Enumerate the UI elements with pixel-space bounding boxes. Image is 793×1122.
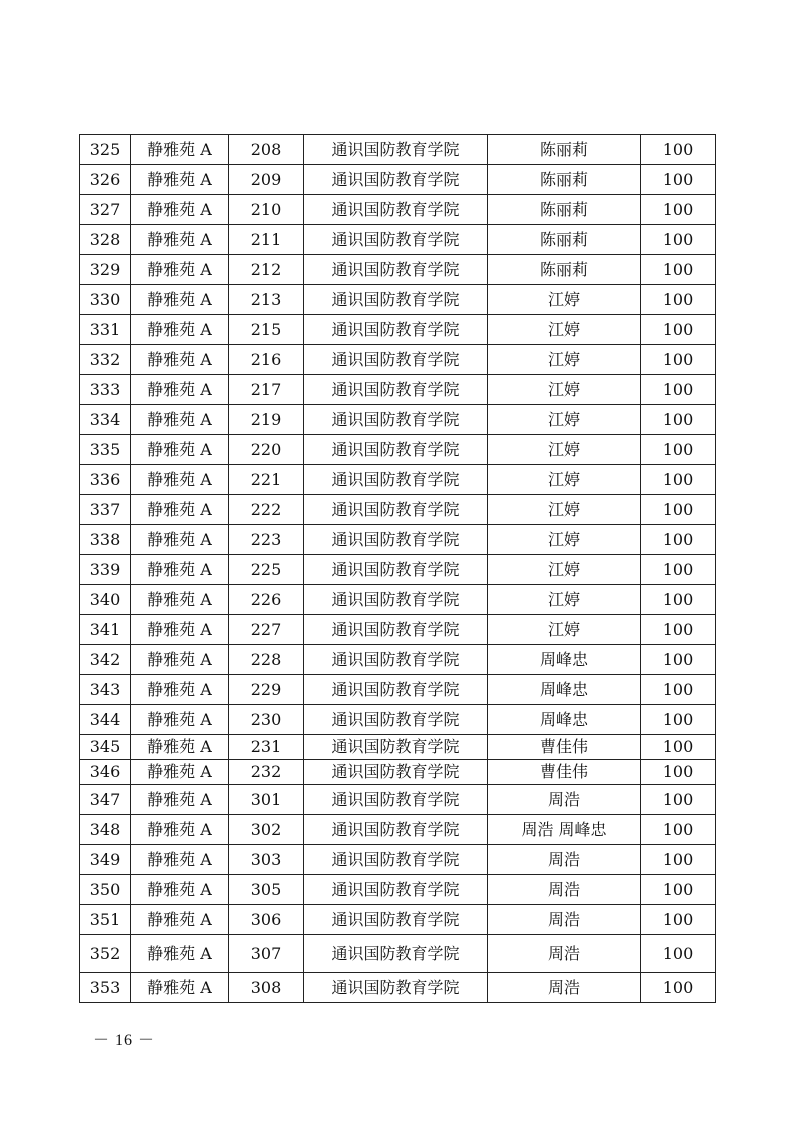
room-number-cell: 211 — [229, 225, 304, 255]
serial-number-cell: 353 — [80, 973, 131, 1003]
serial-number-cell: 343 — [80, 675, 131, 705]
room-number-cell: 301 — [229, 785, 304, 815]
room-number-cell: 223 — [229, 525, 304, 555]
table-row — [80, 255, 716, 285]
room-number-cell: 210 — [229, 195, 304, 225]
table-row — [80, 615, 716, 645]
building-cell: 静雅苑 A — [131, 375, 229, 405]
room-number-cell: 228 — [229, 645, 304, 675]
college-cell: 通识国防教育学院 — [304, 785, 488, 815]
college-cell: 通识国防教育学院 — [304, 760, 488, 785]
manager-cell: 江婷 — [488, 555, 641, 585]
building-cell: 静雅苑 A — [131, 165, 229, 195]
table-row — [80, 973, 716, 1003]
table-row — [80, 815, 716, 845]
table-row — [80, 165, 716, 195]
building-cell: 静雅苑 A — [131, 435, 229, 465]
table-row — [80, 645, 716, 675]
manager-cell: 江婷 — [488, 615, 641, 645]
building-cell: 静雅苑 A — [131, 935, 229, 973]
room-number-cell: 215 — [229, 315, 304, 345]
building-cell: 静雅苑 A — [131, 705, 229, 735]
manager-cell: 陈丽莉 — [488, 165, 641, 195]
manager-cell: 江婷 — [488, 585, 641, 615]
room-number-cell: 213 — [229, 285, 304, 315]
room-number-cell: 308 — [229, 973, 304, 1003]
table-row — [80, 405, 716, 435]
college-cell: 通识国防教育学院 — [304, 555, 488, 585]
manager-cell: 江婷 — [488, 525, 641, 555]
score-cell: 100 — [641, 585, 716, 615]
college-cell: 通识国防教育学院 — [304, 315, 488, 345]
manager-cell: 陈丽莉 — [488, 195, 641, 225]
score-cell: 100 — [641, 165, 716, 195]
college-cell: 通识国防教育学院 — [304, 285, 488, 315]
building-cell: 静雅苑 A — [131, 615, 229, 645]
manager-cell: 周峰忠 — [488, 645, 641, 675]
score-cell: 100 — [641, 255, 716, 285]
room-number-cell: 212 — [229, 255, 304, 285]
college-cell: 通识国防教育学院 — [304, 165, 488, 195]
serial-number-cell: 348 — [80, 815, 131, 845]
manager-cell: 周浩 — [488, 973, 641, 1003]
manager-cell: 周浩 周峰忠 — [488, 815, 641, 845]
score-cell: 100 — [641, 815, 716, 845]
table-row — [80, 555, 716, 585]
room-number-cell: 307 — [229, 935, 304, 973]
score-cell: 100 — [641, 905, 716, 935]
score-cell: 100 — [641, 760, 716, 785]
manager-cell: 江婷 — [488, 405, 641, 435]
building-cell: 静雅苑 A — [131, 585, 229, 615]
building-cell: 静雅苑 A — [131, 525, 229, 555]
serial-number-cell: 340 — [80, 585, 131, 615]
table-row — [80, 315, 716, 345]
building-cell: 静雅苑 A — [131, 875, 229, 905]
manager-cell: 陈丽莉 — [488, 225, 641, 255]
manager-cell: 江婷 — [488, 375, 641, 405]
building-cell: 静雅苑 A — [131, 345, 229, 375]
building-cell: 静雅苑 A — [131, 905, 229, 935]
building-cell: 静雅苑 A — [131, 135, 229, 165]
college-cell: 通识国防教育学院 — [304, 815, 488, 845]
score-cell: 100 — [641, 405, 716, 435]
score-cell: 100 — [641, 285, 716, 315]
college-cell: 通识国防教育学院 — [304, 465, 488, 495]
score-cell: 100 — [641, 345, 716, 375]
room-number-cell: 225 — [229, 555, 304, 585]
room-number-cell: 306 — [229, 905, 304, 935]
serial-number-cell: 338 — [80, 525, 131, 555]
college-cell: 通识国防教育学院 — [304, 705, 488, 735]
room-score-table — [79, 134, 716, 1003]
score-cell: 100 — [641, 615, 716, 645]
serial-number-cell: 332 — [80, 345, 131, 375]
room-number-cell: 230 — [229, 705, 304, 735]
serial-number-cell: 336 — [80, 465, 131, 495]
table-row — [80, 760, 716, 785]
table-row — [80, 435, 716, 465]
college-cell: 通识国防教育学院 — [304, 525, 488, 555]
room-number-cell: 227 — [229, 615, 304, 645]
room-number-cell: 305 — [229, 875, 304, 905]
table-row — [80, 735, 716, 760]
score-cell: 100 — [641, 375, 716, 405]
table-row — [80, 135, 716, 165]
college-cell: 通识国防教育学院 — [304, 585, 488, 615]
room-number-cell: 208 — [229, 135, 304, 165]
score-cell: 100 — [641, 973, 716, 1003]
score-cell: 100 — [641, 435, 716, 465]
room-number-cell: 303 — [229, 845, 304, 875]
room-number-cell: 222 — [229, 495, 304, 525]
room-number-cell: 220 — [229, 435, 304, 465]
room-number-cell: 226 — [229, 585, 304, 615]
serial-number-cell: 330 — [80, 285, 131, 315]
serial-number-cell: 341 — [80, 615, 131, 645]
manager-cell: 江婷 — [488, 435, 641, 465]
serial-number-cell: 328 — [80, 225, 131, 255]
college-cell: 通识国防教育学院 — [304, 905, 488, 935]
room-number-cell: 217 — [229, 375, 304, 405]
building-cell: 静雅苑 A — [131, 785, 229, 815]
college-cell: 通识国防教育学院 — [304, 615, 488, 645]
serial-number-cell: 352 — [80, 935, 131, 973]
building-cell: 静雅苑 A — [131, 225, 229, 255]
college-cell: 通识国防教育学院 — [304, 195, 488, 225]
score-cell: 100 — [641, 525, 716, 555]
table-row — [80, 935, 716, 973]
serial-number-cell: 334 — [80, 405, 131, 435]
college-cell: 通识国防教育学院 — [304, 935, 488, 973]
college-cell: 通识国防教育学院 — [304, 875, 488, 905]
college-cell: 通识国防教育学院 — [304, 135, 488, 165]
serial-number-cell: 331 — [80, 315, 131, 345]
manager-cell: 江婷 — [488, 345, 641, 375]
table-row — [80, 845, 716, 875]
manager-cell: 江婷 — [488, 315, 641, 345]
room-number-cell: 219 — [229, 405, 304, 435]
serial-number-cell: 345 — [80, 735, 131, 760]
serial-number-cell: 347 — [80, 785, 131, 815]
score-cell: 100 — [641, 555, 716, 585]
room-number-cell: 231 — [229, 735, 304, 760]
college-cell: 通识国防教育学院 — [304, 495, 488, 525]
room-number-cell: 302 — [229, 815, 304, 845]
score-cell: 100 — [641, 645, 716, 675]
manager-cell: 曹佳伟 — [488, 735, 641, 760]
score-cell: 100 — [641, 735, 716, 760]
building-cell: 静雅苑 A — [131, 845, 229, 875]
manager-cell: 江婷 — [488, 465, 641, 495]
table-row — [80, 675, 716, 705]
building-cell: 静雅苑 A — [131, 815, 229, 845]
college-cell: 通识国防教育学院 — [304, 675, 488, 705]
building-cell: 静雅苑 A — [131, 255, 229, 285]
college-cell: 通识国防教育学院 — [304, 735, 488, 760]
manager-cell: 周浩 — [488, 935, 641, 973]
building-cell: 静雅苑 A — [131, 405, 229, 435]
table-row — [80, 285, 716, 315]
serial-number-cell: 342 — [80, 645, 131, 675]
college-cell: 通识国防教育学院 — [304, 255, 488, 285]
college-cell: 通识国防教育学院 — [304, 973, 488, 1003]
score-cell: 100 — [641, 705, 716, 735]
score-cell: 100 — [641, 495, 716, 525]
manager-cell: 周浩 — [488, 905, 641, 935]
college-cell: 通识国防教育学院 — [304, 405, 488, 435]
building-cell: 静雅苑 A — [131, 555, 229, 585]
table-row — [80, 785, 716, 815]
building-cell: 静雅苑 A — [131, 675, 229, 705]
building-cell: 静雅苑 A — [131, 760, 229, 785]
college-cell: 通识国防教育学院 — [304, 845, 488, 875]
college-cell: 通识国防教育学院 — [304, 435, 488, 465]
manager-cell: 江婷 — [488, 495, 641, 525]
college-cell: 通识国防教育学院 — [304, 225, 488, 255]
room-number-cell: 229 — [229, 675, 304, 705]
college-cell: 通识国防教育学院 — [304, 645, 488, 675]
building-cell: 静雅苑 A — [131, 495, 229, 525]
manager-cell: 陈丽莉 — [488, 255, 641, 285]
serial-number-cell: 350 — [80, 875, 131, 905]
table-row — [80, 585, 716, 615]
score-cell: 100 — [641, 935, 716, 973]
manager-cell: 曹佳伟 — [488, 760, 641, 785]
room-number-cell: 216 — [229, 345, 304, 375]
table-row — [80, 195, 716, 225]
serial-number-cell: 327 — [80, 195, 131, 225]
room-number-cell: 209 — [229, 165, 304, 195]
score-cell: 100 — [641, 315, 716, 345]
table-body — [80, 135, 716, 1003]
building-cell: 静雅苑 A — [131, 735, 229, 760]
manager-cell: 周浩 — [488, 845, 641, 875]
manager-cell: 周浩 — [488, 785, 641, 815]
manager-cell: 陈丽莉 — [488, 135, 641, 165]
table-row — [80, 345, 716, 375]
table-row — [80, 375, 716, 405]
score-cell: 100 — [641, 225, 716, 255]
manager-cell: 周浩 — [488, 875, 641, 905]
serial-number-cell: 325 — [80, 135, 131, 165]
college-cell: 通识国防教育学院 — [304, 375, 488, 405]
serial-number-cell: 351 — [80, 905, 131, 935]
table-row — [80, 225, 716, 255]
room-number-cell: 232 — [229, 760, 304, 785]
serial-number-cell: 326 — [80, 165, 131, 195]
table-row — [80, 525, 716, 555]
score-cell: 100 — [641, 675, 716, 705]
serial-number-cell: 344 — [80, 705, 131, 735]
score-cell: 100 — [641, 845, 716, 875]
college-cell: 通识国防教育学院 — [304, 345, 488, 375]
serial-number-cell: 349 — [80, 845, 131, 875]
manager-cell: 周峰忠 — [488, 675, 641, 705]
table-row — [80, 905, 716, 935]
score-cell: 100 — [641, 465, 716, 495]
building-cell: 静雅苑 A — [131, 285, 229, 315]
building-cell: 静雅苑 A — [131, 315, 229, 345]
serial-number-cell: 339 — [80, 555, 131, 585]
serial-number-cell: 333 — [80, 375, 131, 405]
building-cell: 静雅苑 A — [131, 465, 229, 495]
serial-number-cell: 329 — [80, 255, 131, 285]
room-number-cell: 221 — [229, 465, 304, 495]
table-row — [80, 705, 716, 735]
score-cell: 100 — [641, 195, 716, 225]
table-row — [80, 875, 716, 905]
score-cell: 100 — [641, 785, 716, 815]
building-cell: 静雅苑 A — [131, 973, 229, 1003]
serial-number-cell: 337 — [80, 495, 131, 525]
serial-number-cell: 335 — [80, 435, 131, 465]
table-row — [80, 465, 716, 495]
building-cell: 静雅苑 A — [131, 645, 229, 675]
serial-number-cell: 346 — [80, 760, 131, 785]
page-number: － 16 － — [93, 1032, 156, 1049]
building-cell: 静雅苑 A — [131, 195, 229, 225]
manager-cell: 江婷 — [488, 285, 641, 315]
table-row — [80, 495, 716, 525]
score-cell: 100 — [641, 875, 716, 905]
manager-cell: 周峰忠 — [488, 705, 641, 735]
score-cell: 100 — [641, 135, 716, 165]
